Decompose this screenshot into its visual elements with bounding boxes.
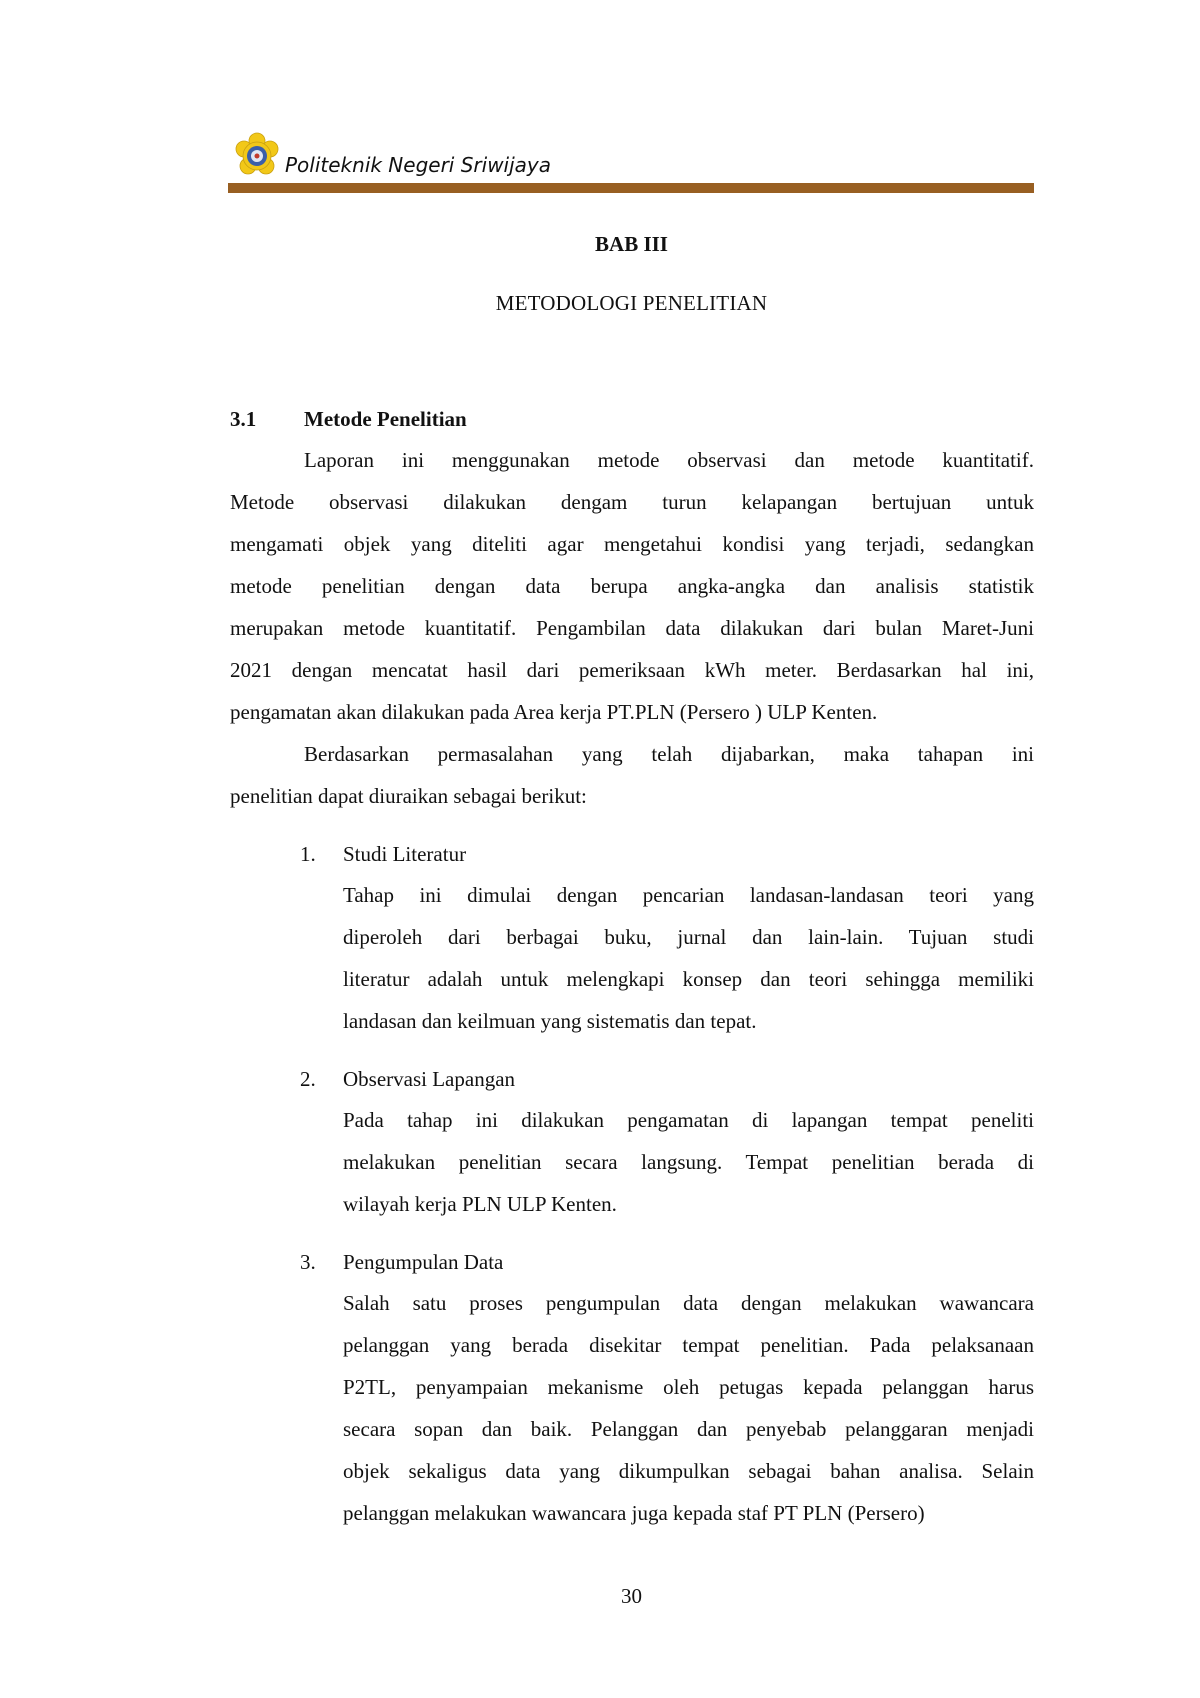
- step-line: Tahap ini dimulai dengan pencarian landasan-landasan teori yang: [343, 883, 1034, 907]
- paragraph-line: penelitian dapat diuraikan sebagai berikut:: [230, 784, 587, 808]
- paragraph-line: mengamati objek yang diteliti agar mengetahui kondisi yang terjadi, sedangkan: [230, 532, 1034, 556]
- step-line: objek sekaligus data yang dikumpulkan sebagai bahan analisa. Selain: [343, 1459, 1034, 1483]
- step-line: diperoleh dari berbagai buku, jurnal dan lain-lain. Tujuan studi: [343, 925, 1034, 949]
- page-number: 30: [621, 1584, 642, 1608]
- step-title: Pengumpulan Data: [343, 1250, 504, 1274]
- paragraph-line: metode penelitian dengan data berupa angka-angka dan analisis statistik: [230, 574, 1034, 598]
- paragraph-line: pengamatan akan dilakukan pada Area kerja PT.PLN (Persero ) ULP Kenten.: [230, 700, 878, 724]
- paragraph-line: Metode observasi dilakukan dengam turun kelapangan bertujuan untuk: [230, 490, 1034, 514]
- step-number: 1.: [300, 842, 316, 866]
- step-line: wilayah kerja PLN ULP Kenten.: [343, 1192, 617, 1216]
- chapter-number: BAB III: [595, 232, 668, 256]
- paragraph-line: merupakan metode kuantitatif. Pengambilan data dilakukan dari bulan Maret-Juni: [230, 616, 1034, 640]
- step-line: P2TL, penyampaian mekanisme oleh petugas kepada pelanggan harus: [343, 1375, 1034, 1399]
- step-number: 2.: [300, 1067, 316, 1091]
- section-title: Metode Penelitian: [304, 407, 467, 431]
- section-number: 3.1: [230, 407, 257, 431]
- step-line: Salah satu proses pengumpulan data dengan melakukan wawancara: [343, 1291, 1034, 1315]
- step-title: Studi Literatur: [343, 842, 467, 866]
- step-line: melakukan penelitian secara langsung. Tempat penelitian berada di: [343, 1150, 1034, 1174]
- step-number: 3.: [300, 1250, 316, 1274]
- step-line: literatur adalah untuk melengkapi konsep dan teori sehingga memiliki: [343, 967, 1034, 991]
- chapter-title: METODOLOGI PENELITIAN: [495, 291, 768, 315]
- step-line: landasan dan keilmuan yang sistematis dan tepat.: [343, 1009, 757, 1033]
- institution-name: Politeknik Negeri Sriwijaya: [285, 153, 552, 177]
- step-title: Observasi Lapangan: [343, 1067, 516, 1091]
- step-line: secara sopan dan baik. Pelanggan dan penyebab pelanggaran menjadi: [343, 1417, 1034, 1441]
- step-line: Pada tahap ini dilakukan pengamatan di lapangan tempat peneliti: [343, 1108, 1034, 1132]
- polsri-emblem-icon: [232, 131, 282, 181]
- paragraph-line: Laporan ini menggunakan metode observasi dan metode kuantitatif.: [304, 448, 1034, 472]
- header-rule: [228, 183, 1034, 193]
- paragraph-line: 2021 dengan mencatat hasil dari pemeriksaan kWh meter. Berdasarkan hal ini,: [230, 658, 1034, 682]
- paragraph-line: Berdasarkan permasalahan yang telah dijabarkan, maka tahapan ini: [304, 742, 1034, 766]
- step-line: pelanggan yang berada disekitar tempat penelitian. Pada pelaksanaan: [343, 1333, 1034, 1357]
- step-line: pelanggan melakukan wawancara juga kepada staf PT PLN (Persero): [343, 1501, 925, 1525]
